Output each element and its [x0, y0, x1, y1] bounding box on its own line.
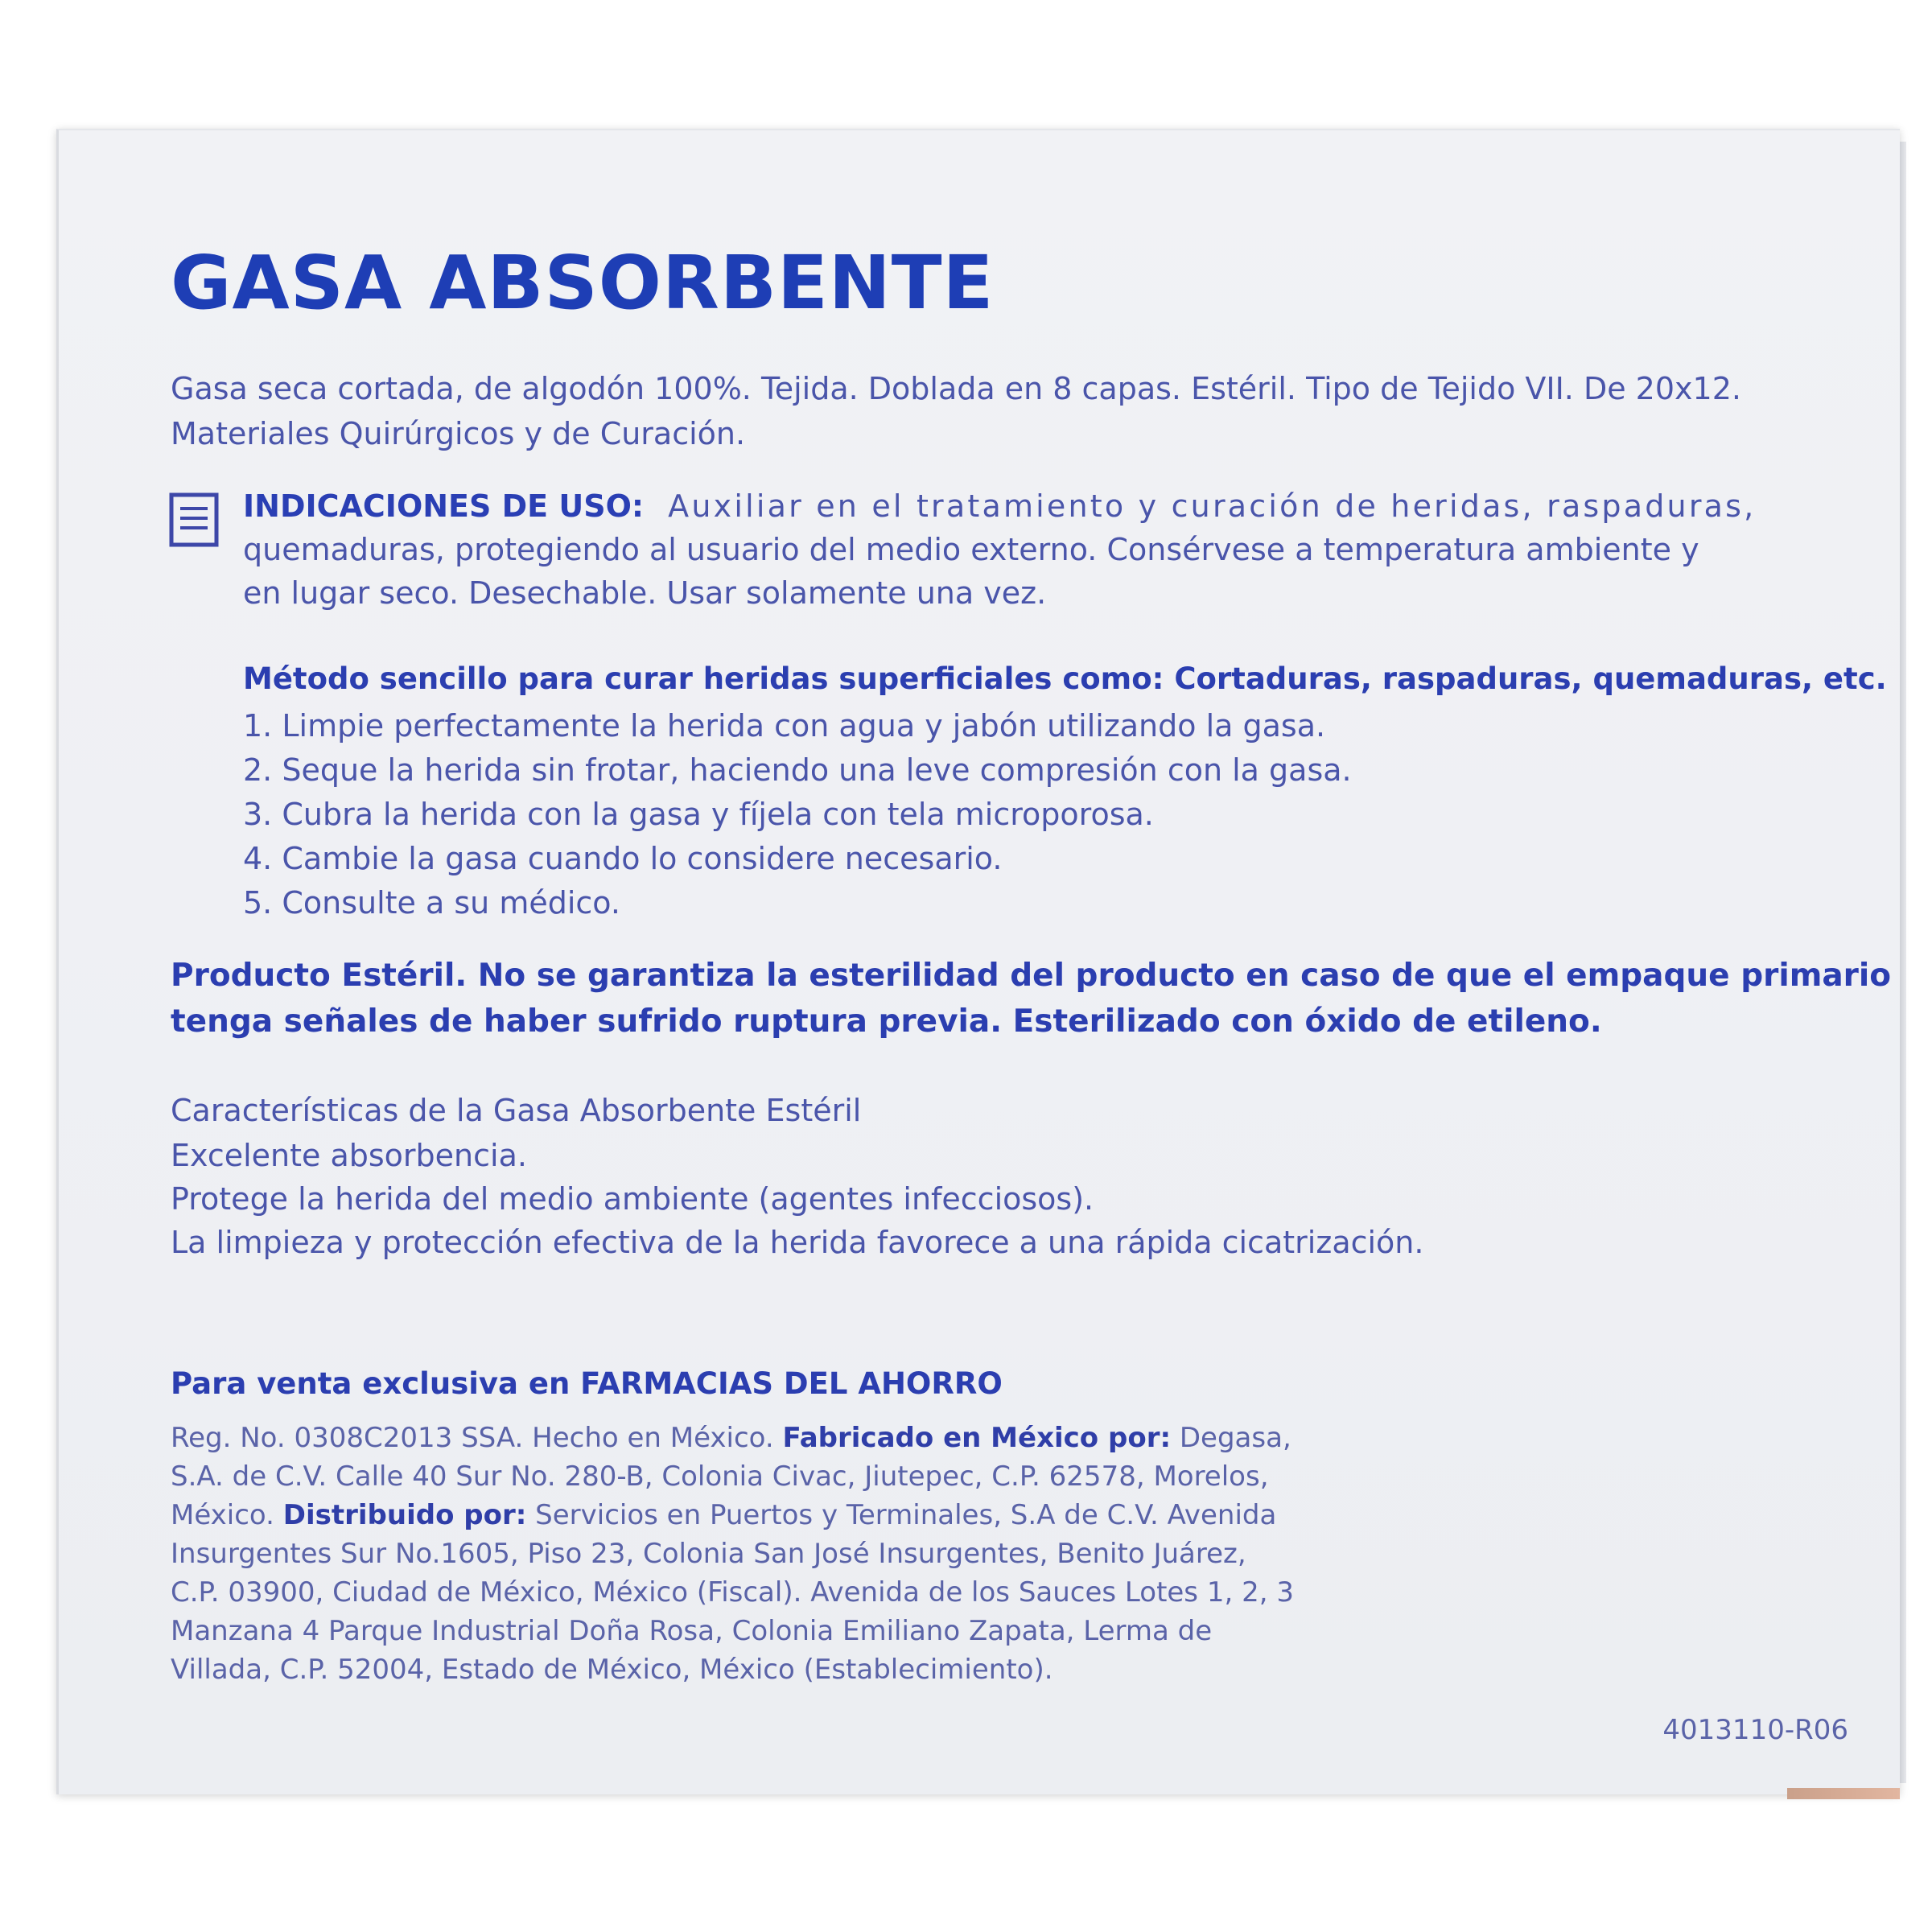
sterile-notice-line-2: tenga señales de haber sufrido ruptura previa. Esterilizado con óxido de etileno.	[171, 1003, 1602, 1040]
exclusive-sale-notice: Para venta exclusiva en FARMACIAS DEL AHORRO	[171, 1366, 1003, 1401]
product-title: GASA ABSORBENTE	[171, 240, 995, 326]
description-line-2: Materiales Quirúrgicos y de Curación.	[171, 416, 746, 451]
indications-line-3: en lugar seco. Desechable. Usar solamente una vez.	[243, 575, 1047, 611]
indications-line-2: quemaduras, protegiendo al usuario del medio externo. Consérvese a temperatura ambiente y	[243, 532, 1699, 567]
product-code: 4013110-R06	[1662, 1714, 1848, 1746]
legal-distributor-label: Distribuido por:	[282, 1499, 527, 1531]
method-step: 3. Cubra la herida con la gasa y fíjela con tela microporosa.	[243, 797, 1154, 832]
method-heading: Método sencillo para curar heridas superficiales como: Cortaduras, raspaduras, quemaduras, etc.	[243, 661, 1887, 696]
legal-line: Manzana 4 Parque Industrial Doña Rosa, Colonia Emiliano Zapata, Lerma de	[171, 1615, 1213, 1647]
legal-line: Villada, C.P. 52004, Estado de México, México (Establecimiento).	[171, 1654, 1053, 1686]
indications-line-1-text: Auxiliar en el tratamiento y curación de heridas, raspaduras,	[668, 488, 1757, 524]
sterile-notice-line-1: Producto Estéril. No se garantiza la esterilidad del producto en caso de que el empaque primario	[171, 958, 1892, 994]
legal-line: C.P. 03900, Ciudad de México, México (Fiscal). Avenida de los Sauces Lotes 1, 2, 3	[171, 1576, 1294, 1609]
method-step: 4. Cambie la gasa cuando lo considere necesario.	[243, 841, 1003, 876]
legal-manufacturer-name: Degasa,	[1179, 1422, 1291, 1454]
legal-line: Insurgentes Sur No.1605, Piso 23, Colonia San José Insurgentes, Benito Juárez,	[171, 1538, 1246, 1570]
legal-registration: Reg. No. 0308C2013 SSA. Hecho en México.	[171, 1422, 774, 1454]
method-step: 1. Limpie perfectamente la herida con agua y jabón utilizando la gasa.	[243, 708, 1326, 744]
method-step: 2. Seque la herida sin frotar, haciendo una leve compresión con la gasa.	[243, 752, 1352, 788]
characteristics-line: Excelente absorbencia.	[171, 1138, 527, 1173]
description-line-1: Gasa seca cortada, de algodón 100%. Tejida. Doblada en 8 capas. Estéril. Tipo de Tejido VII. De 20x12.	[171, 371, 1741, 406]
document-icon	[169, 492, 219, 547]
legal-manufacturer-label: Fabricado en México por:	[782, 1422, 1172, 1454]
legal-line	[171, 1422, 1291, 1454]
indications-heading: INDICACIONES DE USO:	[243, 488, 645, 524]
package-edge-flap	[1787, 1788, 1900, 1799]
legal-line	[171, 1499, 1276, 1531]
legal-line: S.A. de C.V. Calle 40 Sur No. 280-B, Colonia Civac, Jiutepec, C.P. 62578, Morelos,	[171, 1460, 1269, 1493]
characteristics-line: La limpieza y protección efectiva de la herida favorece a una rápida cicatrización.	[171, 1225, 1424, 1260]
method-step: 5. Consulte a su médico.	[243, 885, 620, 921]
characteristics-line: Características de la Gasa Absorbente Estéril	[171, 1093, 862, 1128]
legal-distributor-name: Servicios en Puertos y Terminales, S.A de C.V. Avenida	[535, 1499, 1277, 1531]
legal-country: México.	[171, 1499, 274, 1531]
characteristics-line: Protege la herida del medio ambiente (agentes infecciosos).	[171, 1181, 1094, 1217]
indications-line-1	[243, 484, 1756, 528]
